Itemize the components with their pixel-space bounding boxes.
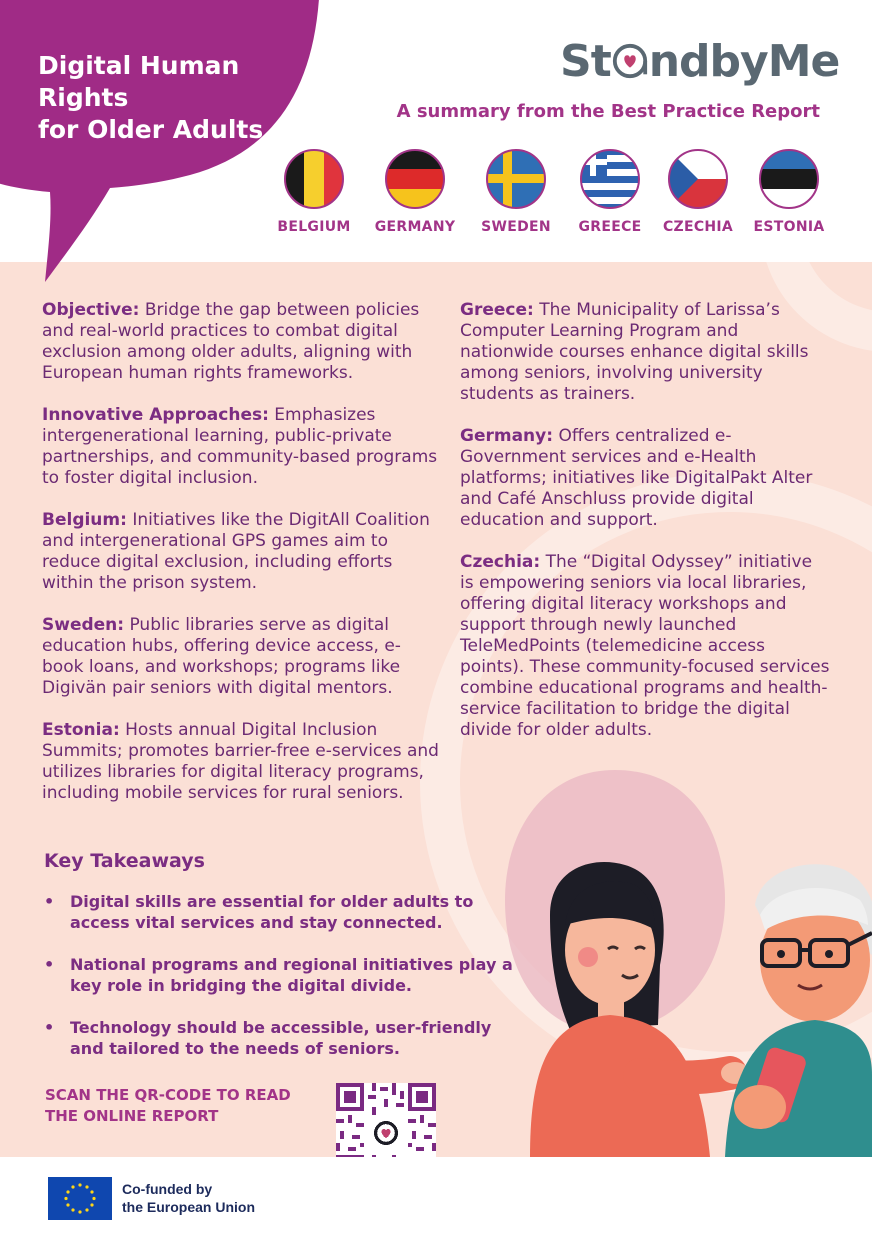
paragraph-lead: Czechia: — [460, 552, 541, 572]
standbyme-logo — [560, 36, 840, 92]
paragraph-text: Offers centralized e-Government services and e-Health platforms; initiatives like DigitalPakt Alter and Café Anschluss provide digital education and support. — [460, 426, 813, 530]
bullet-icon: • — [44, 892, 55, 911]
title-line: for Older Adults — [38, 115, 264, 144]
greece-flag-icon — [579, 148, 641, 210]
country-flags — [272, 148, 832, 248]
flag-label: SWEDEN — [481, 219, 551, 235]
estonia-flag-icon — [758, 148, 820, 210]
paragraph-text: Public libraries serve as digital education hubs, offering device access, e-book loans, and workshops; programs like Digivän pair seniors with digital mentors. — [42, 615, 401, 698]
flag-estonia — [739, 148, 839, 235]
belgium-paragraph — [42, 510, 442, 594]
list-item — [44, 1017, 514, 1059]
paragraph-lead: Belgium: — [42, 510, 127, 530]
flag-label: GERMANY — [374, 219, 456, 235]
sweden-flag-icon — [485, 148, 547, 210]
paragraph-lead: Germany: — [460, 426, 554, 446]
paragraph-lead: Greece: — [460, 300, 534, 320]
scan-qr-text — [45, 1085, 291, 1127]
paragraph-lead: Objective: — [42, 300, 140, 320]
bullet-icon: • — [44, 955, 55, 974]
logo-text-start: St — [560, 36, 611, 87]
seniors-illustration — [510, 845, 872, 1157]
flag-czechia — [648, 148, 748, 235]
logo-at-heart-icon — [611, 42, 649, 80]
title-line: Digital Human — [38, 51, 240, 80]
paragraph-text: The Municipality of Larissa’s Computer Learning Program and nationwide courses enhance digital skills among seniors, involving university students as trainers. — [460, 300, 809, 404]
flag-label: ESTONIA — [753, 219, 825, 235]
flag-label: GREECE — [578, 219, 642, 235]
title-line: Rights — [38, 83, 129, 112]
eu-cofunded-text — [122, 1180, 255, 1216]
paragraph-text: Emphasizes intergenerational learning, public-private partnerships, and community-based programs to foster digital inclusion. — [42, 405, 438, 488]
innovative-approaches-paragraph — [42, 405, 442, 489]
key-takeaways-list — [44, 891, 514, 1080]
paragraph-text: Hosts annual Digital Inclusion Summits; promotes barrier-free e-services and utilizes libraries for digital literacy programs, including mobile services for rural seniors. — [42, 720, 439, 803]
estonia-paragraph — [42, 720, 442, 804]
paragraph-text: Bridge the gap between policies and real-world practices to combat digital exclusion among older adults, aligning with European human rights frameworks. — [42, 300, 420, 383]
flag-sweden — [466, 148, 566, 235]
paragraph-lead: Sweden: — [42, 615, 125, 635]
flag-germany — [365, 148, 465, 235]
list-item-text: Technology should be accessible, user-friendly and tailored to the needs of seniors. — [70, 1018, 492, 1058]
list-item — [44, 891, 514, 933]
greece-paragraph — [460, 300, 830, 405]
key-takeaways-title: Key Takeaways — [44, 850, 205, 872]
paragraph-lead: Innovative Approaches: — [42, 405, 269, 425]
list-item-text: Digital skills are essential for older adults to access vital services and stay connected. — [70, 892, 474, 932]
list-item — [44, 954, 514, 996]
paragraph-text: The “Digital Odyssey” initiative is empowering seniors via local libraries, offering digital literacy workshops and support through newly launched TeleMedPoints (telemedicine access points). These community-focused services combine educational programs and health-service facilitation to bridge the digital divide for older adults. — [460, 552, 830, 740]
belgium-flag-icon — [283, 148, 345, 210]
paragraph-text: Initiatives like the DigitAll Coalition and intergenerational GPS games aim to reduce digital exclusion, including efforts within the prison system. — [42, 510, 430, 593]
left-column — [42, 300, 442, 825]
flag-greece — [560, 148, 660, 235]
paragraph-lead: Estonia: — [42, 720, 120, 740]
eu-text-line: Co-funded by — [122, 1181, 213, 1197]
eu-flag-icon — [48, 1177, 112, 1220]
logo-text-end: ndbyMe — [648, 36, 840, 87]
germany-paragraph — [460, 426, 830, 531]
footer — [0, 1157, 872, 1240]
page-subtitle: A summary from the Best Practice Report — [396, 101, 820, 122]
flag-label: CZECHIA — [662, 219, 734, 235]
flag-label: BELGIUM — [277, 219, 351, 235]
list-item-text: National programs and regional initiatives play a key role in bridging the digital divide. — [70, 955, 513, 995]
czechia-paragraph — [460, 552, 830, 741]
page-title — [38, 50, 298, 146]
objective-paragraph — [42, 300, 442, 384]
germany-flag-icon — [384, 148, 446, 210]
czechia-flag-icon — [667, 148, 729, 210]
eu-text-line: the European Union — [122, 1199, 255, 1215]
flag-belgium — [264, 148, 364, 235]
scan-line: SCAN THE QR-CODE TO READ — [45, 1086, 291, 1104]
sweden-paragraph — [42, 615, 442, 699]
right-column — [460, 300, 830, 762]
scan-line: THE ONLINE REPORT — [45, 1107, 219, 1125]
bullet-icon: • — [44, 1018, 55, 1037]
